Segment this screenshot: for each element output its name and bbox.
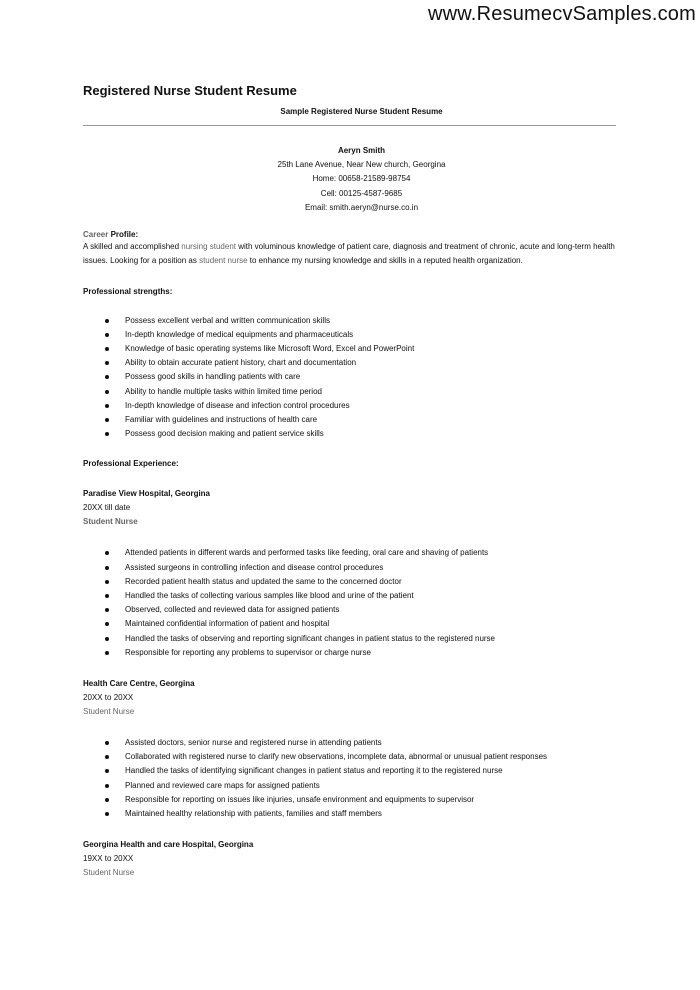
- document-title: Registered Nurse Student Resume: [83, 83, 297, 98]
- contact-name: Aeryn Smith: [337, 146, 386, 155]
- contact-email: Email: smith.aeryn@nurse.co.in: [304, 202, 419, 212]
- strengths-list: [83, 314, 616, 442]
- career-profile-heading-b: Profile:: [110, 230, 139, 240]
- job-employer: Health Care Centre, Georgina: [83, 679, 195, 689]
- list-item: Attended patients in different wards and performed tasks like feeding, oral care and shaving of patients: [83, 546, 616, 560]
- contact-cell-phone: Cell: 00125-4587-9685: [320, 188, 403, 198]
- student-nurse-link[interactable]: student nurse: [199, 256, 248, 266]
- contact-address: 25th Lane Avenue, Near New church, Georgina: [277, 160, 446, 170]
- career-profile-section: [83, 229, 616, 269]
- list-item: Assisted doctors, senior nurse and registered nurse in attending patients: [83, 736, 616, 750]
- job-entry: [83, 487, 616, 660]
- list-item: Responsible for reporting on issues like injuries, unsafe environment and equipments to supervisor: [83, 793, 616, 807]
- contact-home-phone: Home: 00658-21589-98754: [312, 174, 411, 184]
- job-role: Student Nurse: [83, 707, 135, 717]
- resume-document: [83, 83, 616, 880]
- profile-text-2: with voluminous knowledge of patient care, diagnosis and treatment of chronic, acute and long-term health issues. Looking for a position as: [83, 242, 615, 266]
- job-dates: 20XX till date: [83, 503, 131, 513]
- career-profile-text: [83, 240, 616, 269]
- list-item: Maintained confidential information of patient and hospital: [83, 617, 616, 631]
- list-item: Recorded patient health status and updated the same to the concerned doctor: [83, 575, 616, 589]
- list-item: Familiar with guidelines and instructions of health care: [83, 413, 616, 427]
- job-employer: Paradise View Hospital, Georgina: [83, 489, 211, 499]
- list-item: Responsible for reporting any problems to supervisor or charge nurse: [83, 646, 616, 660]
- job-role: Student Nurse: [83, 868, 135, 878]
- site-watermark: [0, 0, 700, 28]
- list-item: Ability to obtain accurate patient history, chart and documentation: [83, 356, 616, 370]
- list-item: Possess good skills in handling patients with care: [83, 370, 616, 384]
- experience-section: [83, 458, 616, 880]
- list-item: In-depth knowledge of medical equipments and pharmaceuticals: [83, 328, 616, 342]
- job-duties-list: [83, 546, 616, 660]
- job-duties-list: [83, 736, 616, 821]
- nursing-student-link[interactable]: nursing student: [181, 242, 236, 252]
- watermark-text: www.ResumecvSamples.com: [427, 2, 696, 25]
- profile-text-1: A skilled and accomplished: [83, 242, 182, 252]
- experience-heading: Professional Experience:: [83, 459, 179, 469]
- list-item: Handled the tasks of identifying significant changes in patient status and reporting it to the registered nurse: [83, 764, 616, 778]
- list-item: Handled the tasks of observing and reporting significant changes in patient status to the registered nurse: [83, 632, 616, 646]
- header-divider: [83, 125, 616, 126]
- document-subtitle: Sample Registered Nurse Student Resume: [280, 107, 443, 116]
- list-item: Possess excellent verbal and written communication skills: [83, 314, 616, 328]
- list-item: Knowledge of basic operating systems like Microsoft Word, Excel and PowerPoint: [83, 342, 616, 356]
- contact-block: [83, 144, 616, 215]
- strengths-section: [83, 286, 616, 442]
- job-entry: [83, 838, 616, 880]
- list-item: Collaborated with registered nurse to clarify new observations, incomplete data, abnormal or unusual patient responses: [83, 750, 616, 764]
- list-item: Ability to handle multiple tasks within limited time period: [83, 385, 616, 399]
- profile-text-3: to enhance my nursing knowledge and skills in a reputed health organization.: [247, 256, 523, 266]
- list-item: Planned and reviewed care maps for assigned patients: [83, 779, 616, 793]
- job-role: Student Nurse: [83, 517, 138, 527]
- job-dates: 19XX to 20XX: [83, 854, 134, 864]
- list-item: Assisted surgeons in controlling infection and disease control procedures: [83, 561, 616, 575]
- job-employer: Georgina Health and care Hospital, Georgina: [83, 840, 254, 850]
- list-item: Observed, collected and reviewed data for assigned patients: [83, 603, 616, 617]
- career-profile-heading: [83, 229, 616, 240]
- list-item: Handled the tasks of collecting various samples like blood and urine of the patient: [83, 589, 616, 603]
- list-item: Possess good decision making and patient service skills: [83, 427, 616, 441]
- job-entry: [83, 677, 616, 821]
- job-dates: 20XX to 20XX: [83, 693, 134, 703]
- list-item: Maintained healthy relationship with patients, families and staff members: [83, 807, 616, 821]
- career-profile-heading-a: Career: [83, 230, 111, 240]
- strengths-heading: Professional strengths:: [83, 286, 173, 296]
- list-item: In-depth knowledge of disease and infection control procedures: [83, 399, 616, 413]
